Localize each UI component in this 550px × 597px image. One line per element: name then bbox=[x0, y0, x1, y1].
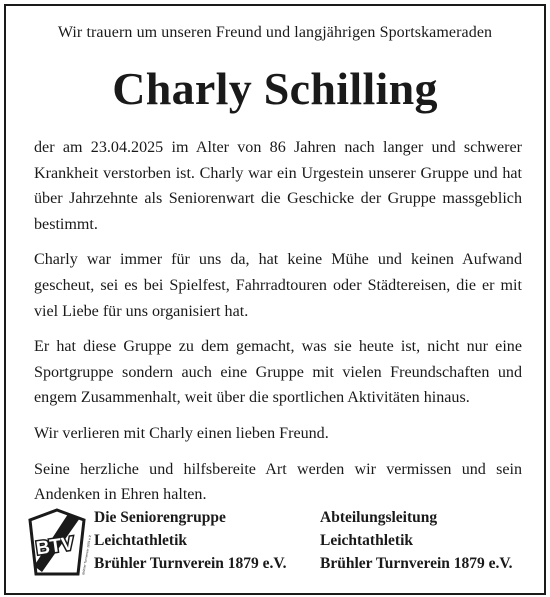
paragraph-dedication: Charly war immer für uns da, hat keine Mühe und keinen Aufwand gescheut, sei es bei Spielfest, Fahrradtouren oder Städtereisen, die er mit viel Liebe für uns organisiert hat. bbox=[34, 251, 522, 320]
paragraph-obituary: der am 23.04.2025 im Alter von 86 Jahren nach langer und schwerer Krankheit verstorben ist. Charly war ein Urgestein unserer Gruppe und hat über Jahrzehnte als Seniorenwart die Geschicke der Gruppe massgeblich bestimmt. bbox=[34, 139, 522, 233]
intro-line: Wir trauern um unseren Freund und langjährigen Sportskameraden bbox=[57, 24, 493, 41]
signature-right-line-3: Brühler Turnverein 1879 e.V. bbox=[320, 555, 513, 572]
btv-club-logo-icon bbox=[28, 508, 93, 576]
signature-left-line-3: Brühler Turnverein 1879 e.V. bbox=[94, 555, 287, 572]
paragraph-loss: Wir verlieren mit Charly einen lieben Freund. bbox=[34, 424, 329, 442]
paragraph-remembrance: Seine herzliche und hilfsbereite Art werden wir vermissen und sein Andenken in Ehren halten. bbox=[34, 460, 522, 504]
paragraph-legacy: Er hat diese Gruppe zu dem gemacht, was sie heute ist, nicht nur eine Sportgruppe sondern auch eine Gruppe mit vielen Freundschaften und engem Zusammenhalt, weit über die sportlichen Aktivitäten hinaus. bbox=[34, 338, 522, 407]
deceased-name: Charly Schilling bbox=[112, 63, 438, 114]
notice-body bbox=[34, 135, 522, 518]
signature-abteilungsleitung bbox=[320, 506, 513, 575]
signature-right-line-1: Abteilungsleitung bbox=[320, 509, 438, 526]
svg-text:Brühler Turnverein 1879 e.V.: Brühler Turnverein 1879 e.V. bbox=[81, 534, 93, 575]
signature-right-line-2: Leichtathletik bbox=[320, 532, 413, 549]
signature-seniorengruppe bbox=[94, 506, 287, 575]
signature-left-line-1: Die Seniorengruppe bbox=[94, 509, 226, 526]
svg-text:BTV: BTV bbox=[34, 533, 76, 560]
signature-left-line-2: Leichtathletik bbox=[94, 532, 187, 549]
